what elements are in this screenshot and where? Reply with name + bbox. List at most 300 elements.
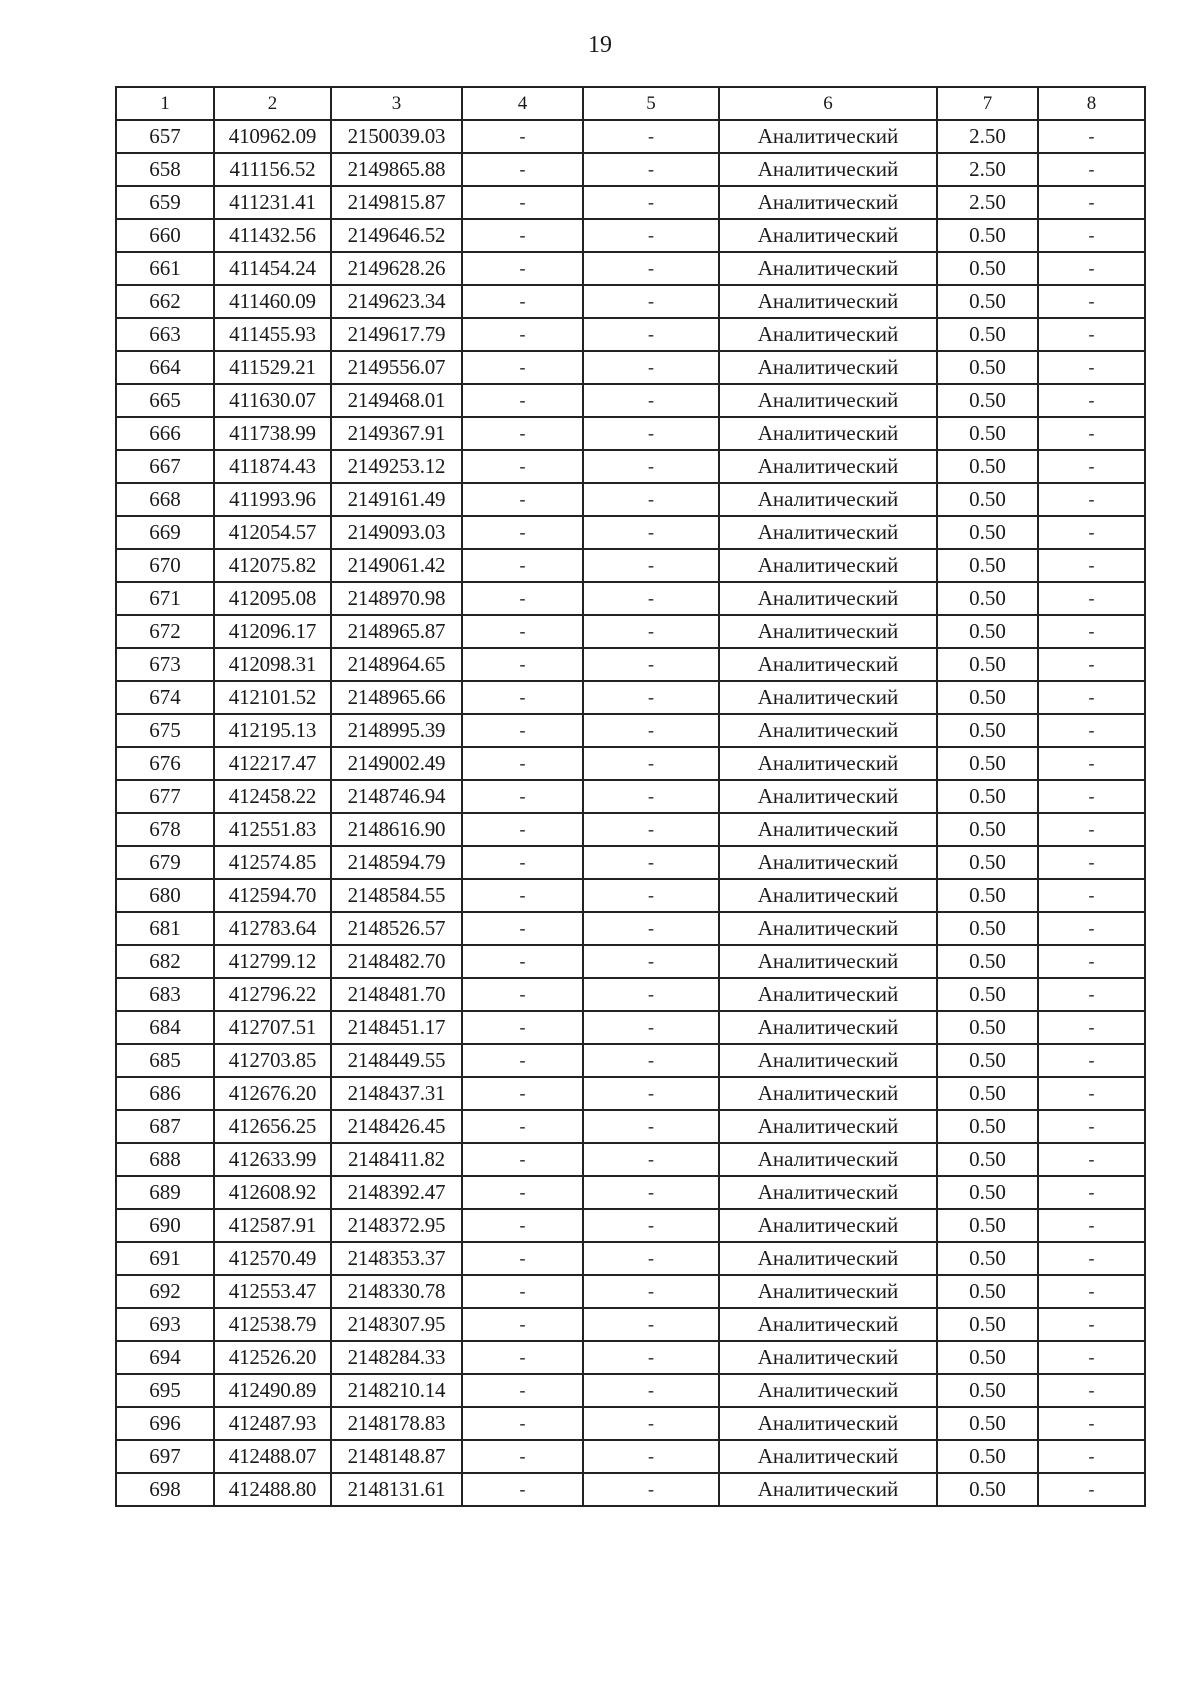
y-coordinate-cell: 2148970.98: [331, 582, 462, 615]
method-cell: Аналитический: [719, 813, 937, 846]
point-number-cell: 667: [116, 450, 214, 483]
point-number-cell: 657: [116, 120, 214, 153]
y-coordinate-cell: 2148451.17: [331, 1011, 462, 1044]
column-8-cell: -: [1038, 1473, 1145, 1506]
x-coordinate-cell: 412458.22: [214, 780, 331, 813]
column-5-cell: -: [583, 219, 719, 252]
x-coordinate-cell: 412488.80: [214, 1473, 331, 1506]
column-5-cell: -: [583, 1308, 719, 1341]
method-cell: Аналитический: [719, 1308, 937, 1341]
point-number-cell: 677: [116, 780, 214, 813]
x-coordinate-cell: 412096.17: [214, 615, 331, 648]
x-coordinate-cell: 412799.12: [214, 945, 331, 978]
column-4-cell: -: [462, 351, 583, 384]
column-4-cell: -: [462, 648, 583, 681]
y-coordinate-cell: 2148449.55: [331, 1044, 462, 1077]
x-coordinate-cell: 412538.79: [214, 1308, 331, 1341]
column-5-cell: -: [583, 615, 719, 648]
method-cell: Аналитический: [719, 648, 937, 681]
table-row: [116, 1407, 1145, 1440]
accuracy-cell: 0.50: [937, 747, 1038, 780]
point-number-cell: 660: [116, 219, 214, 252]
table-row: [116, 879, 1145, 912]
accuracy-cell: 0.50: [937, 1242, 1038, 1275]
method-cell: Аналитический: [719, 1407, 937, 1440]
y-coordinate-cell: 2149865.88: [331, 153, 462, 186]
y-coordinate-cell: 2148482.70: [331, 945, 462, 978]
method-cell: Аналитический: [719, 252, 937, 285]
y-coordinate-cell: 2148965.87: [331, 615, 462, 648]
x-coordinate-cell: 412707.51: [214, 1011, 331, 1044]
method-cell: Аналитический: [719, 747, 937, 780]
column-4-cell: -: [462, 1011, 583, 1044]
accuracy-cell: 0.50: [937, 516, 1038, 549]
point-number-cell: 674: [116, 681, 214, 714]
table-row: [116, 1308, 1145, 1341]
column-4-cell: -: [462, 582, 583, 615]
point-number-cell: 685: [116, 1044, 214, 1077]
column-header: 2: [214, 87, 331, 120]
method-cell: Аналитический: [719, 285, 937, 318]
accuracy-cell: 0.50: [937, 1407, 1038, 1440]
point-number-cell: 662: [116, 285, 214, 318]
column-8-cell: -: [1038, 285, 1145, 318]
table-row: [116, 285, 1145, 318]
column-8-cell: -: [1038, 780, 1145, 813]
y-coordinate-cell: 2148411.82: [331, 1143, 462, 1176]
column-5-cell: -: [583, 1341, 719, 1374]
column-5-cell: -: [583, 384, 719, 417]
column-5-cell: -: [583, 1044, 719, 1077]
table-row: [116, 417, 1145, 450]
x-coordinate-cell: 412054.57: [214, 516, 331, 549]
column-8-cell: -: [1038, 846, 1145, 879]
y-coordinate-cell: 2148307.95: [331, 1308, 462, 1341]
column-4-cell: -: [462, 252, 583, 285]
method-cell: Аналитический: [719, 912, 937, 945]
accuracy-cell: 2.50: [937, 153, 1038, 186]
accuracy-cell: 0.50: [937, 417, 1038, 450]
column-8-cell: -: [1038, 648, 1145, 681]
column-4-cell: -: [462, 219, 583, 252]
point-number-cell: 684: [116, 1011, 214, 1044]
column-5-cell: -: [583, 549, 719, 582]
column-8-cell: -: [1038, 813, 1145, 846]
method-cell: Аналитический: [719, 318, 937, 351]
column-5-cell: -: [583, 714, 719, 747]
column-header: 1: [116, 87, 214, 120]
x-coordinate-cell: 411156.52: [214, 153, 331, 186]
x-coordinate-cell: 412488.07: [214, 1440, 331, 1473]
column-8-cell: -: [1038, 318, 1145, 351]
accuracy-cell: 0.50: [937, 780, 1038, 813]
accuracy-cell: 0.50: [937, 219, 1038, 252]
y-coordinate-cell: 2149061.42: [331, 549, 462, 582]
method-cell: Аналитический: [719, 714, 937, 747]
column-5-cell: -: [583, 978, 719, 1011]
column-4-cell: -: [462, 549, 583, 582]
table-row: [116, 582, 1145, 615]
method-cell: Аналитический: [719, 450, 937, 483]
y-coordinate-cell: 2149646.52: [331, 219, 462, 252]
column-5-cell: -: [583, 351, 719, 384]
accuracy-cell: 0.50: [937, 1308, 1038, 1341]
column-8-cell: -: [1038, 516, 1145, 549]
y-coordinate-cell: 2148148.87: [331, 1440, 462, 1473]
y-coordinate-cell: 2149253.12: [331, 450, 462, 483]
column-5-cell: -: [583, 1242, 719, 1275]
column-5-cell: -: [583, 483, 719, 516]
method-cell: Аналитический: [719, 483, 937, 516]
point-number-cell: 676: [116, 747, 214, 780]
column-header: 4: [462, 87, 583, 120]
column-8-cell: -: [1038, 450, 1145, 483]
column-8-cell: -: [1038, 945, 1145, 978]
accuracy-cell: 0.50: [937, 813, 1038, 846]
x-coordinate-cell: 412783.64: [214, 912, 331, 945]
accuracy-cell: 0.50: [937, 1044, 1038, 1077]
x-coordinate-cell: 412195.13: [214, 714, 331, 747]
column-4-cell: -: [462, 912, 583, 945]
table-row: [116, 615, 1145, 648]
x-coordinate-cell: 412633.99: [214, 1143, 331, 1176]
column-5-cell: -: [583, 285, 719, 318]
method-cell: Аналитический: [719, 153, 937, 186]
page-number: 19: [588, 32, 612, 58]
point-number-cell: 689: [116, 1176, 214, 1209]
point-number-cell: 663: [116, 318, 214, 351]
column-8-cell: -: [1038, 384, 1145, 417]
method-cell: Аналитический: [719, 1473, 937, 1506]
point-number-cell: 691: [116, 1242, 214, 1275]
method-cell: Аналитический: [719, 945, 937, 978]
point-number-cell: 658: [116, 153, 214, 186]
accuracy-cell: 0.50: [937, 384, 1038, 417]
table-body: [116, 120, 1145, 1506]
column-4-cell: -: [462, 1110, 583, 1143]
column-8-cell: -: [1038, 681, 1145, 714]
accuracy-cell: 2.50: [937, 186, 1038, 219]
table-row: [116, 384, 1145, 417]
column-4-cell: -: [462, 1407, 583, 1440]
method-cell: Аналитический: [719, 1077, 937, 1110]
accuracy-cell: 0.50: [937, 1473, 1038, 1506]
table-row: [116, 351, 1145, 384]
method-cell: Аналитический: [719, 120, 937, 153]
y-coordinate-cell: 2148437.31: [331, 1077, 462, 1110]
method-cell: Аналитический: [719, 1341, 937, 1374]
method-cell: Аналитический: [719, 615, 937, 648]
accuracy-cell: 0.50: [937, 912, 1038, 945]
y-coordinate-cell: 2148284.33: [331, 1341, 462, 1374]
y-coordinate-cell: 2148746.94: [331, 780, 462, 813]
x-coordinate-cell: 411529.21: [214, 351, 331, 384]
accuracy-cell: 0.50: [937, 945, 1038, 978]
point-number-cell: 692: [116, 1275, 214, 1308]
table-row: [116, 681, 1145, 714]
column-8-cell: -: [1038, 1275, 1145, 1308]
point-number-cell: 679: [116, 846, 214, 879]
column-8-cell: -: [1038, 1374, 1145, 1407]
column-4-cell: -: [462, 978, 583, 1011]
accuracy-cell: 0.50: [937, 483, 1038, 516]
point-number-cell: 687: [116, 1110, 214, 1143]
x-coordinate-cell: 412796.22: [214, 978, 331, 1011]
table-row: [116, 978, 1145, 1011]
column-4-cell: -: [462, 1440, 583, 1473]
point-number-cell: 664: [116, 351, 214, 384]
x-coordinate-cell: 410962.09: [214, 120, 331, 153]
method-cell: Аналитический: [719, 1440, 937, 1473]
point-number-cell: 678: [116, 813, 214, 846]
column-8-cell: -: [1038, 417, 1145, 450]
column-5-cell: -: [583, 879, 719, 912]
method-cell: Аналитический: [719, 780, 937, 813]
x-coordinate-cell: 412217.47: [214, 747, 331, 780]
method-cell: Аналитический: [719, 1275, 937, 1308]
method-cell: Аналитический: [719, 1110, 937, 1143]
accuracy-cell: 0.50: [937, 351, 1038, 384]
point-number-cell: 696: [116, 1407, 214, 1440]
table-row: [116, 153, 1145, 186]
accuracy-cell: 0.50: [937, 681, 1038, 714]
column-8-cell: -: [1038, 1110, 1145, 1143]
x-coordinate-cell: 411993.96: [214, 483, 331, 516]
table-row: [116, 648, 1145, 681]
point-number-cell: 690: [116, 1209, 214, 1242]
y-coordinate-cell: 2149002.49: [331, 747, 462, 780]
x-coordinate-cell: 412075.82: [214, 549, 331, 582]
point-number-cell: 671: [116, 582, 214, 615]
column-8-cell: -: [1038, 912, 1145, 945]
table-row: [116, 945, 1145, 978]
column-5-cell: -: [583, 945, 719, 978]
table-row: [116, 1440, 1145, 1473]
table-row: [116, 747, 1145, 780]
accuracy-cell: 0.50: [937, 549, 1038, 582]
table-row: [116, 1275, 1145, 1308]
method-cell: Аналитический: [719, 1242, 937, 1275]
accuracy-cell: 0.50: [937, 1275, 1038, 1308]
method-cell: Аналитический: [719, 1176, 937, 1209]
column-8-cell: -: [1038, 1209, 1145, 1242]
table-row: [116, 1209, 1145, 1242]
column-8-cell: -: [1038, 1308, 1145, 1341]
column-4-cell: -: [462, 186, 583, 219]
y-coordinate-cell: 2148330.78: [331, 1275, 462, 1308]
column-5-cell: -: [583, 186, 719, 219]
column-5-cell: -: [583, 747, 719, 780]
column-4-cell: -: [462, 846, 583, 879]
accuracy-cell: 0.50: [937, 1374, 1038, 1407]
y-coordinate-cell: 2148995.39: [331, 714, 462, 747]
y-coordinate-cell: 2148616.90: [331, 813, 462, 846]
column-5-cell: -: [583, 582, 719, 615]
method-cell: Аналитический: [719, 681, 937, 714]
column-4-cell: -: [462, 318, 583, 351]
y-coordinate-cell: 2149623.34: [331, 285, 462, 318]
accuracy-cell: 0.50: [937, 846, 1038, 879]
y-coordinate-cell: 2149093.03: [331, 516, 462, 549]
x-coordinate-cell: 411455.93: [214, 318, 331, 351]
column-8-cell: -: [1038, 1077, 1145, 1110]
column-4-cell: -: [462, 747, 583, 780]
column-8-cell: -: [1038, 1440, 1145, 1473]
accuracy-cell: 2.50: [937, 120, 1038, 153]
y-coordinate-cell: 2149161.49: [331, 483, 462, 516]
point-number-cell: 686: [116, 1077, 214, 1110]
column-8-cell: -: [1038, 483, 1145, 516]
x-coordinate-cell: 412587.91: [214, 1209, 331, 1242]
accuracy-cell: 0.50: [937, 1440, 1038, 1473]
column-header: 3: [331, 87, 462, 120]
y-coordinate-cell: 2149556.07: [331, 351, 462, 384]
method-cell: Аналитический: [719, 351, 937, 384]
x-coordinate-cell: 412553.47: [214, 1275, 331, 1308]
y-coordinate-cell: 2148526.57: [331, 912, 462, 945]
column-8-cell: -: [1038, 714, 1145, 747]
y-coordinate-cell: 2148178.83: [331, 1407, 462, 1440]
x-coordinate-cell: 412098.31: [214, 648, 331, 681]
column-8-cell: -: [1038, 1341, 1145, 1374]
column-8-cell: -: [1038, 1011, 1145, 1044]
column-8-cell: -: [1038, 252, 1145, 285]
x-coordinate-cell: 412526.20: [214, 1341, 331, 1374]
accuracy-cell: 0.50: [937, 285, 1038, 318]
x-coordinate-cell: 412490.89: [214, 1374, 331, 1407]
table-row: [116, 186, 1145, 219]
column-5-cell: -: [583, 516, 719, 549]
x-coordinate-cell: 411874.43: [214, 450, 331, 483]
accuracy-cell: 0.50: [937, 1209, 1038, 1242]
column-8-cell: -: [1038, 1143, 1145, 1176]
table-row: [116, 1374, 1145, 1407]
method-cell: Аналитический: [719, 1374, 937, 1407]
table-row: [116, 120, 1145, 153]
column-8-cell: -: [1038, 351, 1145, 384]
x-coordinate-cell: 411460.09: [214, 285, 331, 318]
x-coordinate-cell: 411231.41: [214, 186, 331, 219]
column-8-cell: -: [1038, 1176, 1145, 1209]
column-5-cell: -: [583, 648, 719, 681]
point-number-cell: 665: [116, 384, 214, 417]
method-cell: Аналитический: [719, 219, 937, 252]
table-row: [116, 912, 1145, 945]
column-4-cell: -: [462, 417, 583, 450]
column-5-cell: -: [583, 1176, 719, 1209]
accuracy-cell: 0.50: [937, 879, 1038, 912]
accuracy-cell: 0.50: [937, 1176, 1038, 1209]
column-8-cell: -: [1038, 582, 1145, 615]
accuracy-cell: 0.50: [937, 1110, 1038, 1143]
column-4-cell: -: [462, 780, 583, 813]
y-coordinate-cell: 2148964.65: [331, 648, 462, 681]
table-row: [116, 516, 1145, 549]
accuracy-cell: 0.50: [937, 1341, 1038, 1374]
method-cell: Аналитический: [719, 582, 937, 615]
column-4-cell: -: [462, 681, 583, 714]
table-row: [116, 813, 1145, 846]
column-4-cell: -: [462, 1176, 583, 1209]
x-coordinate-cell: 412570.49: [214, 1242, 331, 1275]
accuracy-cell: 0.50: [937, 615, 1038, 648]
x-coordinate-cell: 412676.20: [214, 1077, 331, 1110]
column-5-cell: -: [583, 1473, 719, 1506]
accuracy-cell: 0.50: [937, 252, 1038, 285]
point-number-cell: 697: [116, 1440, 214, 1473]
y-coordinate-cell: 2148584.55: [331, 879, 462, 912]
column-5-cell: -: [583, 846, 719, 879]
column-4-cell: -: [462, 879, 583, 912]
column-5-cell: -: [583, 318, 719, 351]
table-row: [116, 219, 1145, 252]
column-4-cell: -: [462, 450, 583, 483]
y-coordinate-cell: 2148131.61: [331, 1473, 462, 1506]
accuracy-cell: 0.50: [937, 582, 1038, 615]
table-row: [116, 450, 1145, 483]
column-8-cell: -: [1038, 153, 1145, 186]
x-coordinate-cell: 412551.83: [214, 813, 331, 846]
accuracy-cell: 0.50: [937, 318, 1038, 351]
accuracy-cell: 0.50: [937, 1143, 1038, 1176]
y-coordinate-cell: 2148965.66: [331, 681, 462, 714]
table-row: [116, 1473, 1145, 1506]
accuracy-cell: 0.50: [937, 978, 1038, 1011]
table-row: [116, 1143, 1145, 1176]
x-coordinate-cell: 412594.70: [214, 879, 331, 912]
column-8-cell: -: [1038, 219, 1145, 252]
column-5-cell: -: [583, 153, 719, 186]
coordinates-table: [115, 86, 1146, 1507]
column-header: 8: [1038, 87, 1145, 120]
method-cell: Аналитический: [719, 1143, 937, 1176]
column-5-cell: -: [583, 1275, 719, 1308]
column-8-cell: -: [1038, 1044, 1145, 1077]
column-header: 5: [583, 87, 719, 120]
y-coordinate-cell: 2149468.01: [331, 384, 462, 417]
y-coordinate-cell: 2148353.37: [331, 1242, 462, 1275]
y-coordinate-cell: 2150039.03: [331, 120, 462, 153]
point-number-cell: 693: [116, 1308, 214, 1341]
table-row: [116, 780, 1145, 813]
point-number-cell: 695: [116, 1374, 214, 1407]
point-number-cell: 672: [116, 615, 214, 648]
column-5-cell: -: [583, 120, 719, 153]
column-5-cell: -: [583, 1374, 719, 1407]
x-coordinate-cell: 412101.52: [214, 681, 331, 714]
column-5-cell: -: [583, 450, 719, 483]
x-coordinate-cell: 412656.25: [214, 1110, 331, 1143]
x-coordinate-cell: 411738.99: [214, 417, 331, 450]
column-4-cell: -: [462, 285, 583, 318]
method-cell: Аналитический: [719, 1011, 937, 1044]
column-5-cell: -: [583, 813, 719, 846]
column-8-cell: -: [1038, 186, 1145, 219]
x-coordinate-cell: 411630.07: [214, 384, 331, 417]
point-number-cell: 688: [116, 1143, 214, 1176]
table-row: [116, 1077, 1145, 1110]
column-4-cell: -: [462, 120, 583, 153]
column-4-cell: -: [462, 1077, 583, 1110]
column-5-cell: -: [583, 252, 719, 285]
point-number-cell: 659: [116, 186, 214, 219]
point-number-cell: 668: [116, 483, 214, 516]
column-4-cell: -: [462, 516, 583, 549]
point-number-cell: 666: [116, 417, 214, 450]
method-cell: Аналитический: [719, 417, 937, 450]
table-header-row: [116, 87, 1145, 120]
method-cell: Аналитический: [719, 879, 937, 912]
